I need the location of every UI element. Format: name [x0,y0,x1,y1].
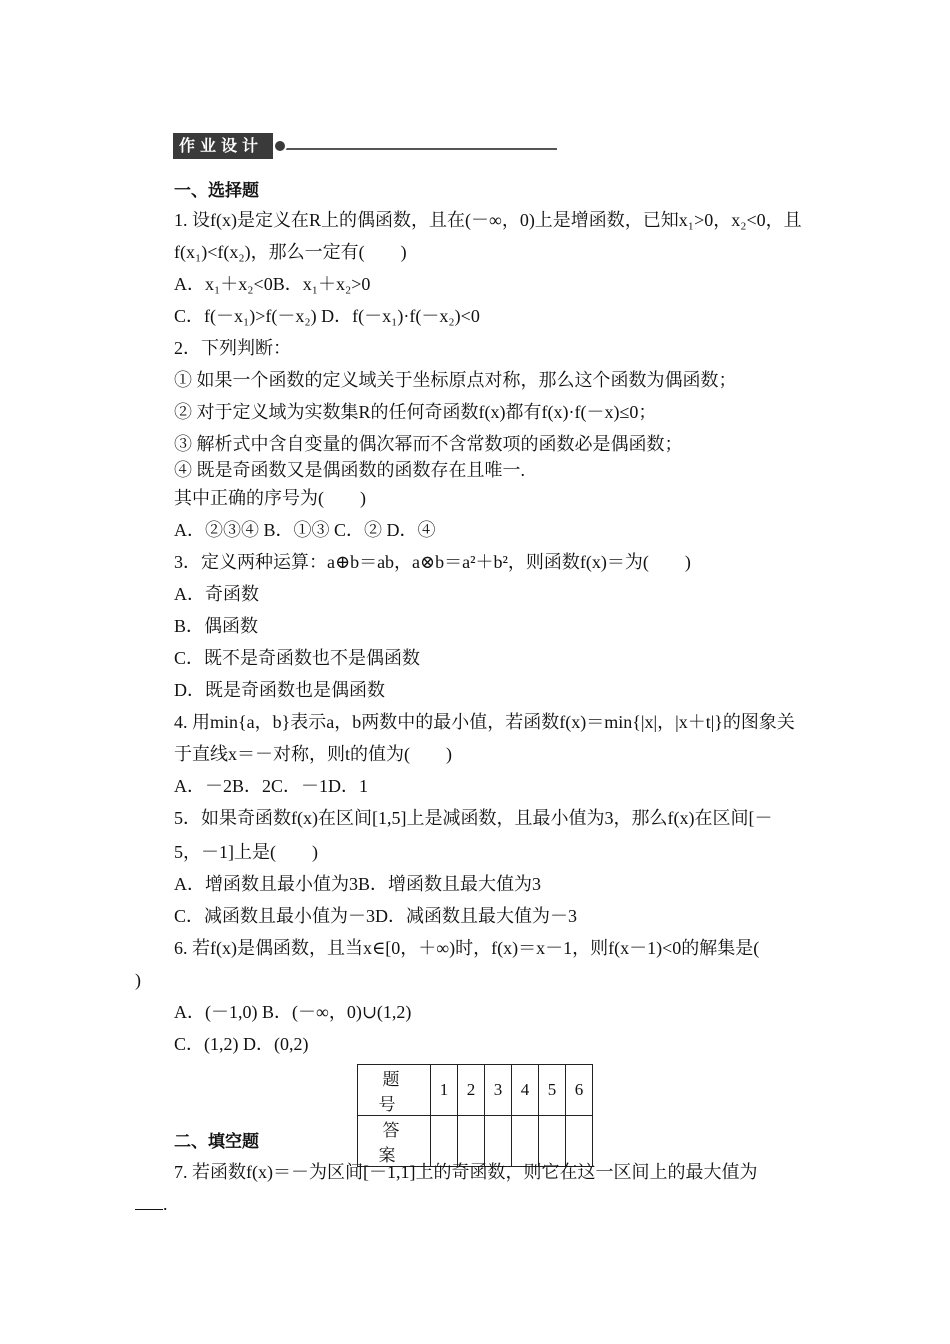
q6-line1: 6. 若f(x)是偶函数，且当x∈[0，＋∞)时，f(x)＝x－1，则f(x－1)<0的解集是( [174,938,760,958]
q4-line2: 于直线x＝－对称，则t的值为( ) [174,744,452,764]
banner-label: 作业设计 [173,133,273,159]
q2-stem: 2．下列判断： [174,338,291,358]
q1-options-cd: C．f(－x₁)>f(－x₂) D．f(－x₁)·f(－x₂)<0 [174,306,480,326]
q1-line1: 1. 设f(x)是定义在R上的偶函数，且在(－∞，0)上是增函数，已知x₁>0，x₂<0，且 [174,210,802,230]
q3-option-c: C．既不是奇函数也不是偶函数 [174,648,421,668]
banner-dot-icon [273,139,287,153]
q4-line1: 4. 用min{a，b}表示a，b两数中的最小值，若函数f(x)＝min{|x|，|x＋t|}的图象关 [174,712,795,732]
q2-statement-2: ② 对于定义域为实数集R的任何奇函数f(x)都有f(x)·f(－x)≤0； [174,402,657,422]
question-number-cell: 1 [431,1065,458,1116]
q3-option-d: D．既是奇函数也是偶函数 [174,680,385,700]
section-banner [173,133,557,159]
banner-rule [285,148,557,150]
answer-table-answer-row [358,1116,593,1167]
question-number-cell: 3 [485,1065,512,1116]
answer-cell[interactable] [458,1116,485,1167]
q3-option-b: B．偶函数 [174,616,259,636]
question-number-cell: 4 [512,1065,539,1116]
q2-options: A．②③④ B．①③ C．② D．④ [174,520,436,540]
answer-cell[interactable] [485,1116,512,1167]
q6-options-cd: C．(1,2) D．(0,2) [174,1034,309,1054]
q3-option-a: A．奇函数 [174,584,259,604]
question-number-cell: 2 [458,1065,485,1116]
q2-statement-4: ④ 既是奇函数又是偶函数的函数存在且唯一. [174,460,525,480]
q6-line2: ) [135,970,141,990]
q3-stem: 3．定义两种运算：a⊕b＝ab，a⊗b＝a²＋b²，则函数f(x)＝为( ) [174,552,691,572]
q5-line1: 5．如果奇函数f(x)在区间[1,5]上是减函数，且最小值为3，那么f(x)在区间[－ [174,808,773,828]
answer-table [357,1064,593,1167]
q5-options-cd: C．减函数且最小值为－3D．减函数且最大值为－3 [174,906,578,926]
q7-answer-blank[interactable] [135,1193,163,1210]
q5-options-ab: A．增函数且最小值为3B．增函数且最大值为3 [174,874,542,894]
question-number-cell: 6 [566,1065,593,1116]
row-label-question-number: 题 号 [358,1065,431,1116]
q4-options: A．－2B．2C．－1D．1 [174,776,369,796]
q7-text: 7. 若函数f(x)＝－为区间[－1,1]上的奇函数，则它在这一区间上的最大值为 [174,1162,758,1182]
answer-cell[interactable] [539,1116,566,1167]
q2-question: 其中正确的序号为( ) [174,488,366,508]
q2-statement-1: ① 如果一个函数的定义域关于坐标原点对称，那么这个函数为偶函数； [174,370,737,390]
row-label-answer: 答 案 [358,1116,431,1167]
section-heading-choice: 一、选择题 [174,181,259,201]
answer-table-header-row [358,1065,593,1116]
q2-statement-3: ③ 解析式中含自变量的偶次幂而不含常数项的函数必是偶函数； [174,434,683,454]
answer-cell[interactable] [512,1116,539,1167]
q7-line1 [174,1160,757,1184]
question-number-cell: 5 [539,1065,566,1116]
q6-options-ab: A．(－1,0) B．(－∞，0)∪(1,2) [174,1002,412,1022]
q1-line2: f(x₁)<f(x₂)，那么一定有( ) [174,242,407,262]
q1-options-ab: A．x₁＋x₂<0B．x₁＋x₂>0 [174,274,371,294]
answer-cell[interactable] [566,1116,593,1167]
q7-line2 [135,1192,168,1216]
q5-line2: 5，－1]上是( ) [174,842,318,862]
q7-tail: . [163,1194,168,1214]
section-heading-fill: 二、填空题 [174,1132,259,1152]
